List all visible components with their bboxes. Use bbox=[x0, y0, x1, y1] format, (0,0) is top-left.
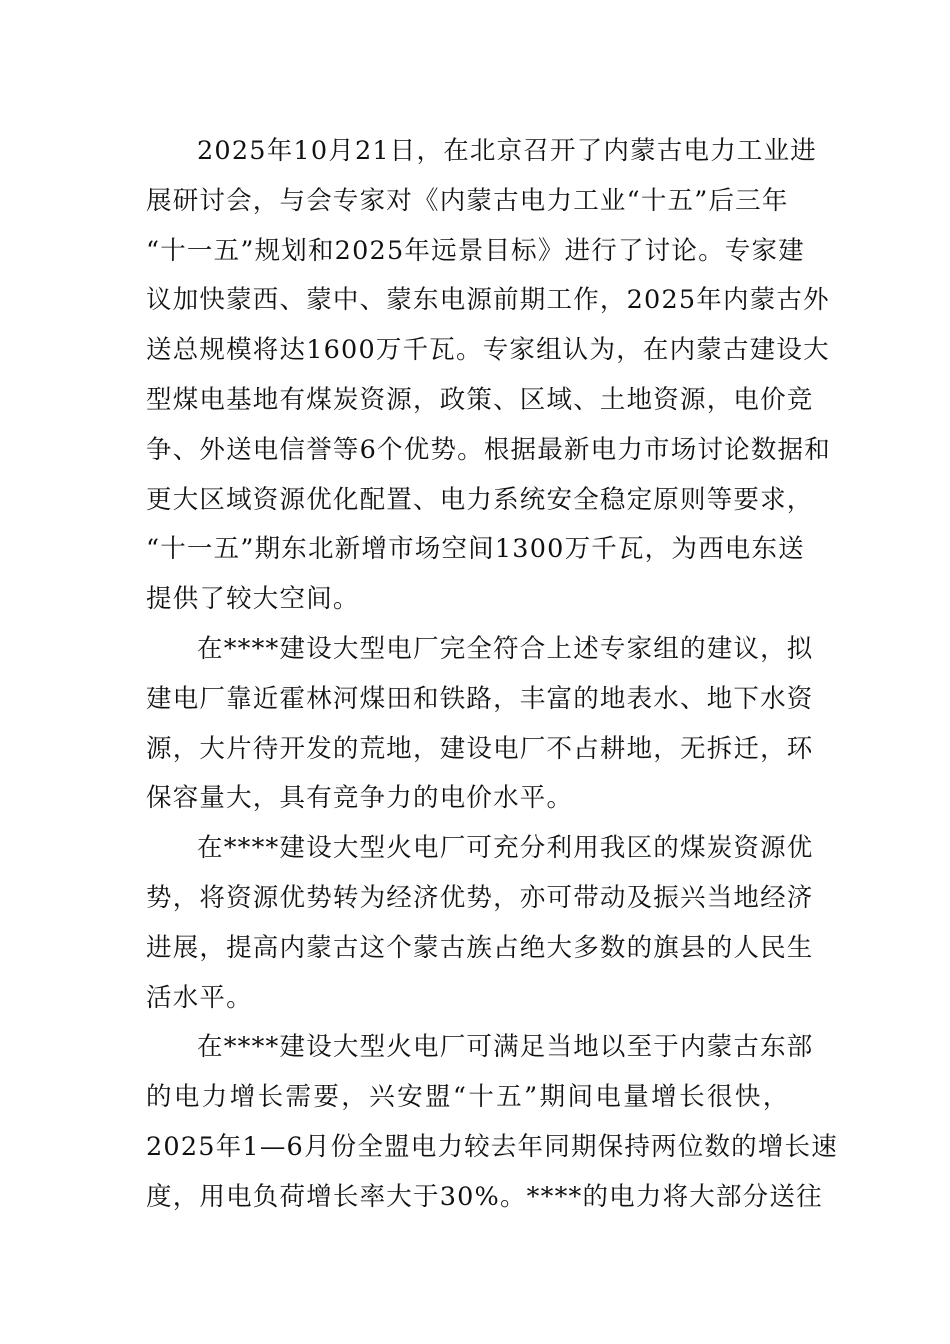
text-line: 活水平。 bbox=[146, 982, 253, 1013]
text-line: 在****建设大型火电厂可充分利用我区的煤炭资源优 bbox=[197, 833, 814, 864]
text-line: “十一五”期东北新增市场空间1300万千瓦，为西电东送 bbox=[146, 534, 805, 565]
text-line: 型煤电基地有煤炭资源，政策、区域、土地资源，电价竞 bbox=[146, 384, 814, 415]
paragraph bbox=[146, 1023, 838, 1222]
text-line: “十一五”规划和2025年远景目标》进行了讨论。专家建 bbox=[146, 235, 805, 266]
text-line: 送总规模将达1600万千瓦。专家组认为，在内蒙古建设大 bbox=[146, 335, 830, 366]
text-line: 展研讨会，与会专家对《内蒙古电力工业“十五”后三年 bbox=[146, 185, 789, 216]
text-line: 在****建设大型电厂完全符合上述专家组的建议，拟 bbox=[197, 633, 814, 664]
paragraph bbox=[146, 824, 814, 1023]
text-line: 度，用电负荷增长率大于30%。****的电力将大部分送往 bbox=[146, 1181, 823, 1212]
document-body bbox=[146, 127, 838, 1223]
text-line: 提供了较大空间。 bbox=[146, 584, 360, 615]
text-line: 2025年1—6月份全盟电力较去年同期保持两位数的增长速 bbox=[146, 1131, 838, 1162]
paragraph bbox=[146, 625, 814, 824]
paragraph bbox=[146, 127, 831, 625]
text-line: 议加快蒙西、蒙中、蒙东电源前期工作，2025年内蒙古外 bbox=[146, 285, 830, 316]
text-line: 势，将资源优势转为经济优势，亦可带动及振兴当地经济 bbox=[146, 882, 814, 913]
text-line: 建电厂靠近霍林河煤田和铁路，丰富的地表水、地下水资 bbox=[146, 683, 814, 714]
text-line: 保容量大，具有竞争力的电价水平。 bbox=[146, 783, 574, 814]
text-line: 在****建设大型火电厂可满足当地以至于内蒙古东部 bbox=[197, 1032, 814, 1063]
text-line: 进展，提高内蒙古这个蒙古族占绝大多数的旗县的人民生 bbox=[146, 932, 814, 963]
text-line: 争、外送电信誉等6个优势。根据最新电力市场讨论数据和 bbox=[146, 434, 831, 465]
text-line: 更大区域资源优化配置、电力系统安全稳定原则等要求， bbox=[146, 484, 814, 515]
text-line: 2025年10月21日，在北京召开了内蒙古电力工业进 bbox=[197, 136, 817, 166]
text-line: 的电力增长需要，兴安盟“十五”期间电量增长很快， bbox=[146, 1082, 791, 1113]
text-line: 源，大片待开发的荒地，建设电厂不占耕地，无拆迁，环 bbox=[146, 733, 814, 764]
